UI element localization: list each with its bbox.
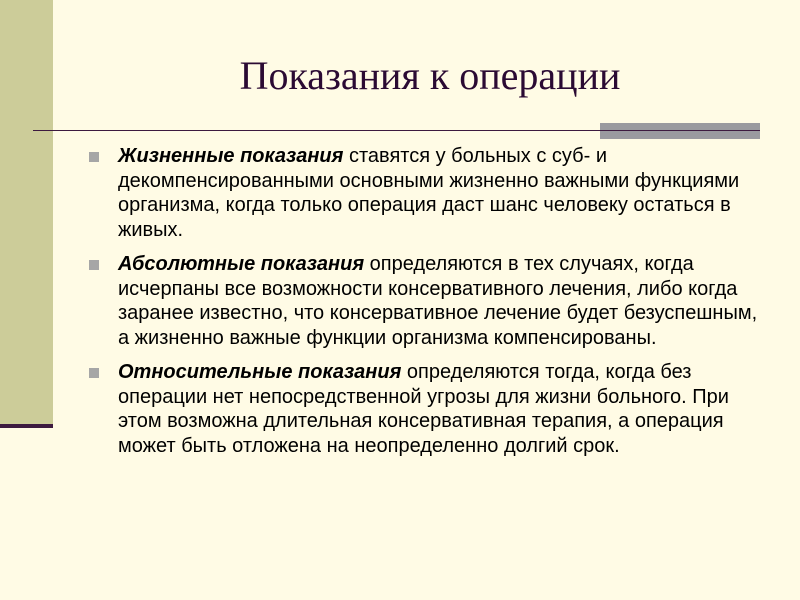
gray-block-divider (600, 130, 760, 131)
decorative-left-bar-underline (0, 424, 53, 428)
title-divider (33, 130, 601, 131)
square-bullet-icon (89, 260, 99, 270)
bullet-item-vital (89, 144, 769, 242)
bullet-text: определяются тогда, когда без операции нет непосредственной угрозы для жизни больного. При этом возможна длительная консервативная терапия, а операция может быть отложена на неопределенно долгий срок. (118, 361, 729, 457)
square-bullet-icon (89, 368, 99, 378)
bullet-term: Абсолютные показания (118, 253, 365, 275)
bullet-list (89, 144, 769, 468)
bullet-item-absolute (89, 252, 769, 350)
bullet-text: определяются в тех случаях, когда исчерпаны все возможности консервативного лечения, либо когда заранее известно, что консервативное лечение будет безуспешным, а жизненно важные функции организма компенсированы. (118, 253, 758, 349)
decorative-left-bar (0, 0, 53, 426)
square-bullet-icon (89, 152, 99, 162)
decorative-gray-block (600, 123, 760, 139)
bullet-term: Жизненные показания (118, 145, 344, 167)
bullet-item-relative (89, 360, 769, 458)
slide-title: Показания к операции (239, 53, 621, 98)
bullet-term: Относительные показания (118, 361, 402, 383)
bullet-text: ставятся у больных с суб- и декомпенсированными основными жизненно важными функциями организма, когда только операция даст шанс человеку остаться в живых. (118, 145, 740, 241)
